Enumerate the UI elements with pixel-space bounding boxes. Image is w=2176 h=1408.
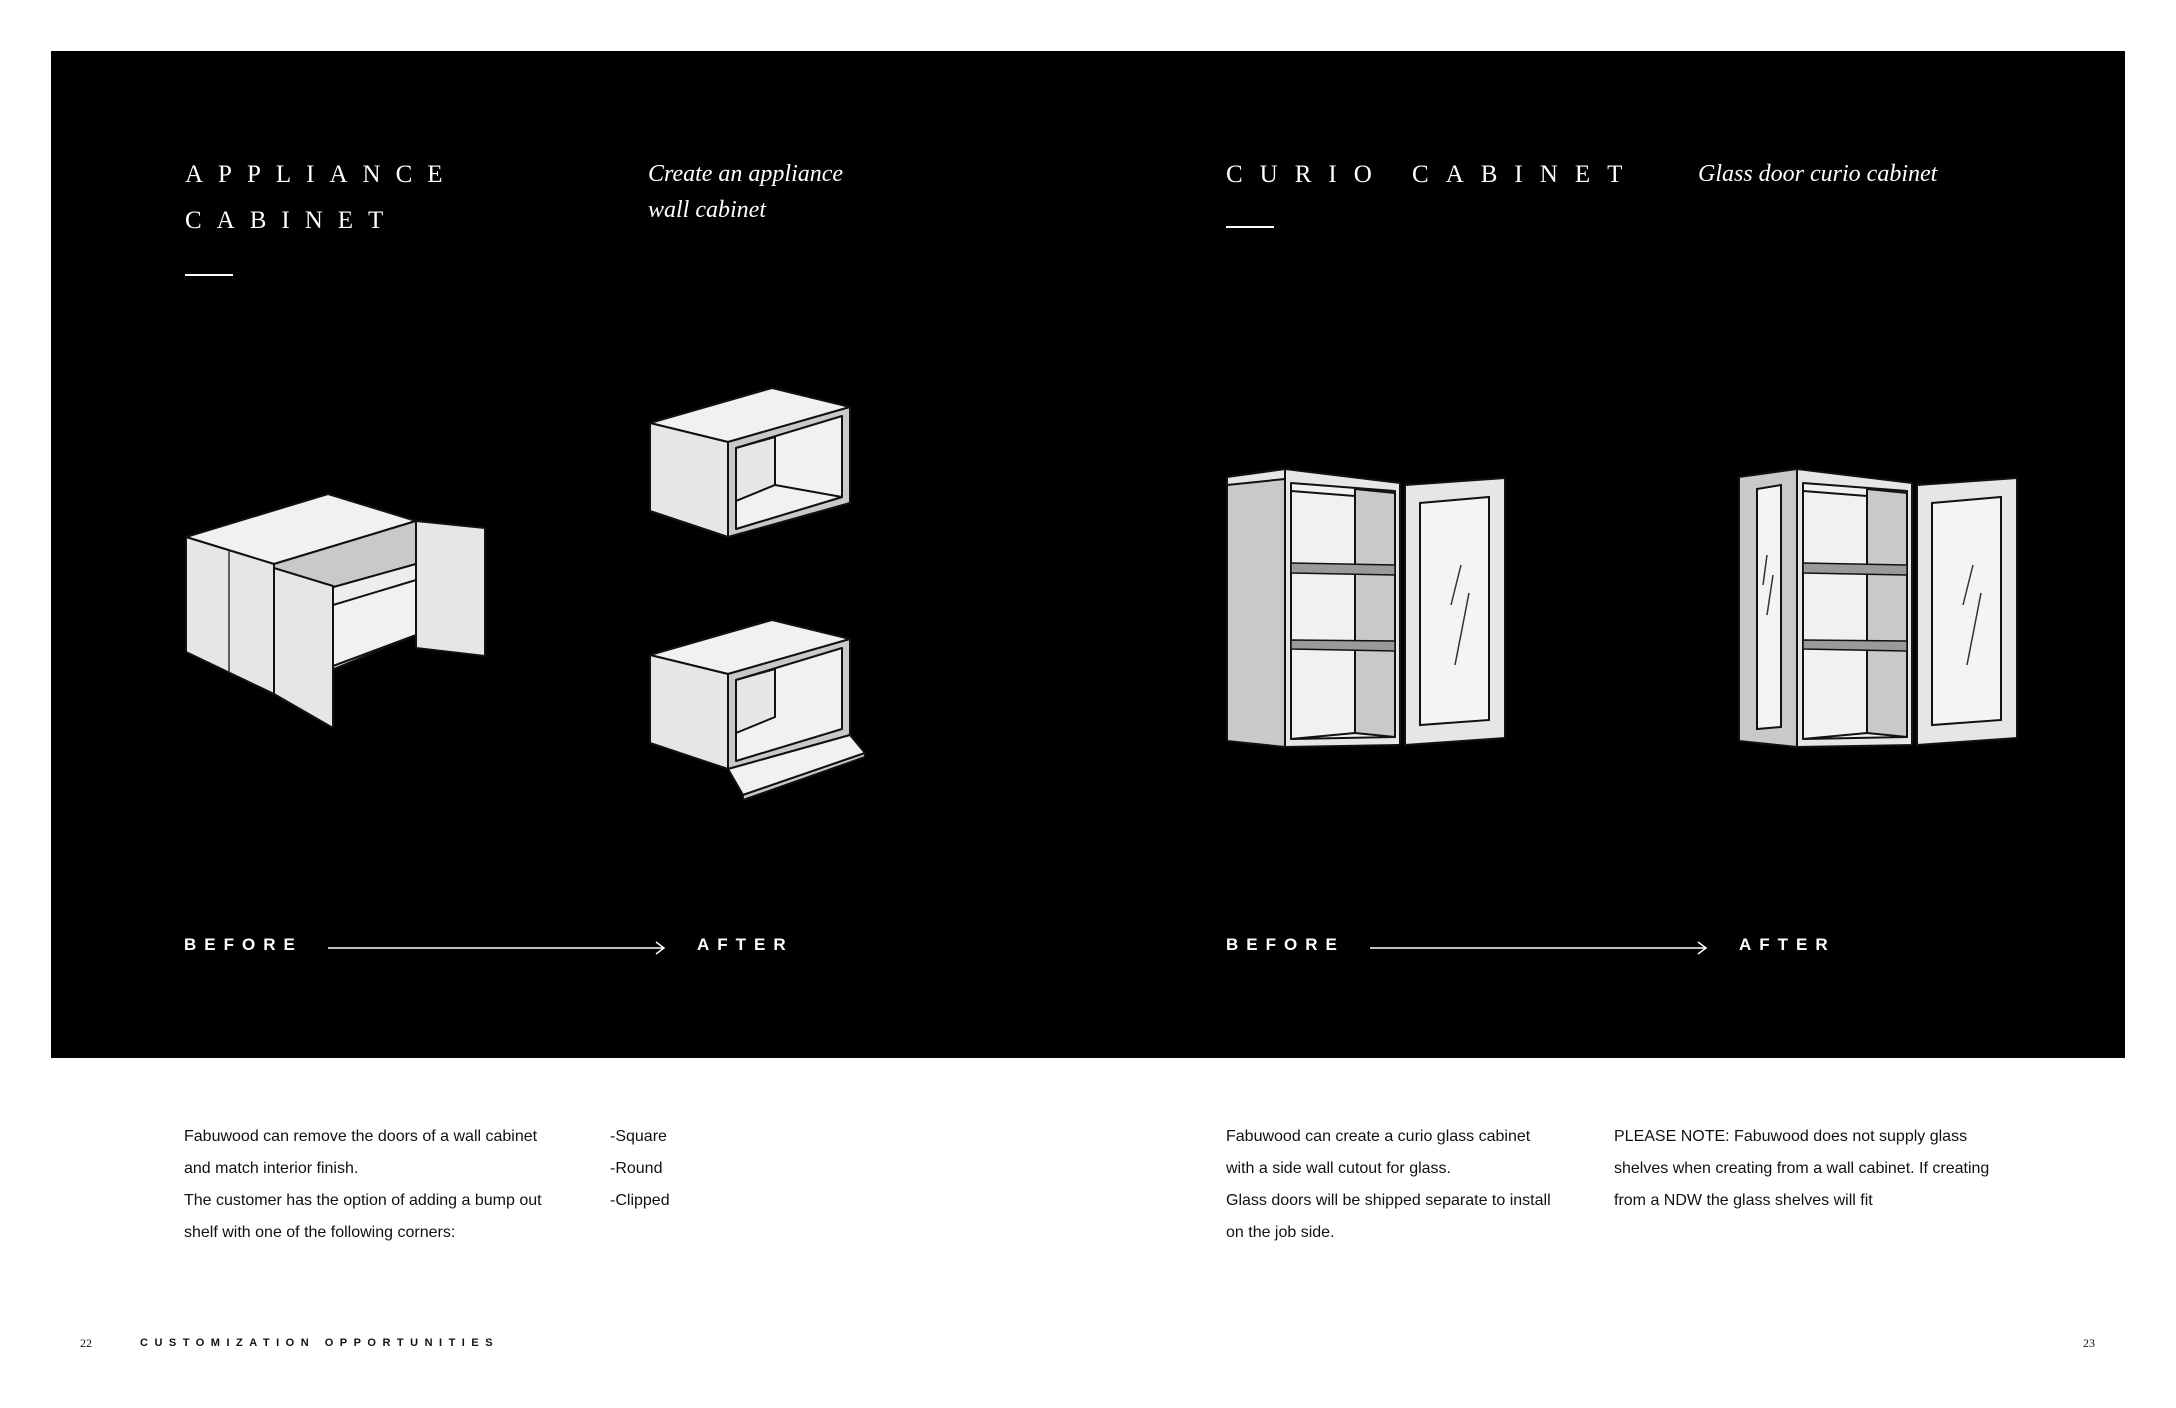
curio-after-illustration xyxy=(1737,465,2027,755)
appliance-subtitle-line2: wall cabinet xyxy=(648,197,766,223)
appliance-subtitle-line1: Create an appliance xyxy=(648,161,844,187)
appliance-desc-line: Fabuwood can remove the doors of a wall cabinet xyxy=(184,1128,538,1145)
curio-desc-line: on the job side. xyxy=(1226,1224,1335,1241)
appliance-before-illustration xyxy=(180,485,500,735)
curio-desc-line: with a side wall cutout for glass. xyxy=(1226,1160,1451,1177)
section-label: CUSTOMIZATION OPPORTUNITIES xyxy=(140,1337,500,1349)
appliance-title-line1: APPLIANCE xyxy=(185,161,458,188)
page-number-right: 23 xyxy=(2083,1336,2095,1350)
curio-desc-line: Fabuwood can create a curio glass cabinet xyxy=(1226,1128,1531,1145)
appliance-desc-line: The customer has the option of adding a bump out xyxy=(184,1192,542,1209)
appliance-title-rule xyxy=(185,274,233,276)
appliance-desc-line: shelf with one of the following corners: xyxy=(184,1224,456,1241)
appliance-after-label: AFTER xyxy=(697,935,794,954)
curio-title: CURIO CABINET xyxy=(1226,161,1640,188)
curio-note-line: shelves when creating from a wall cabinet. If creating xyxy=(1614,1160,1990,1177)
curio-before-illustration xyxy=(1225,465,1515,755)
curio-before-label: BEFORE xyxy=(1226,935,1345,954)
appliance-title-line2: CABINET xyxy=(185,207,399,234)
appliance-before-label: BEFORE xyxy=(184,935,303,954)
curio-description xyxy=(1226,1121,1551,1249)
corner-option: -Clipped xyxy=(610,1192,670,1209)
curio-after-label: AFTER xyxy=(1739,935,1836,954)
curio-note-line: from a NDW the glass shelves will fit xyxy=(1614,1192,1873,1209)
corner-options-list xyxy=(610,1121,670,1217)
curio-title-rule xyxy=(1226,226,1274,228)
curio-desc-line: Glass doors will be shipped separate to install xyxy=(1226,1192,1551,1209)
corner-option: -Square xyxy=(610,1128,667,1145)
curio-subtitle: Glass door curio cabinet xyxy=(1698,161,1938,187)
curio-note-line: PLEASE NOTE: Fabuwood does not supply glass xyxy=(1614,1128,1968,1145)
appliance-after-bottom-illustration xyxy=(645,617,870,807)
appliance-arrow-icon xyxy=(328,941,668,955)
appliance-after-top-illustration xyxy=(645,385,860,545)
appliance-description xyxy=(184,1121,542,1249)
appliance-desc-line: and match interior finish. xyxy=(184,1160,359,1177)
curio-note xyxy=(1614,1121,1989,1217)
page-number-left: 22 xyxy=(80,1336,92,1350)
curio-arrow-icon xyxy=(1370,941,1710,955)
corner-option: -Round xyxy=(610,1160,663,1177)
